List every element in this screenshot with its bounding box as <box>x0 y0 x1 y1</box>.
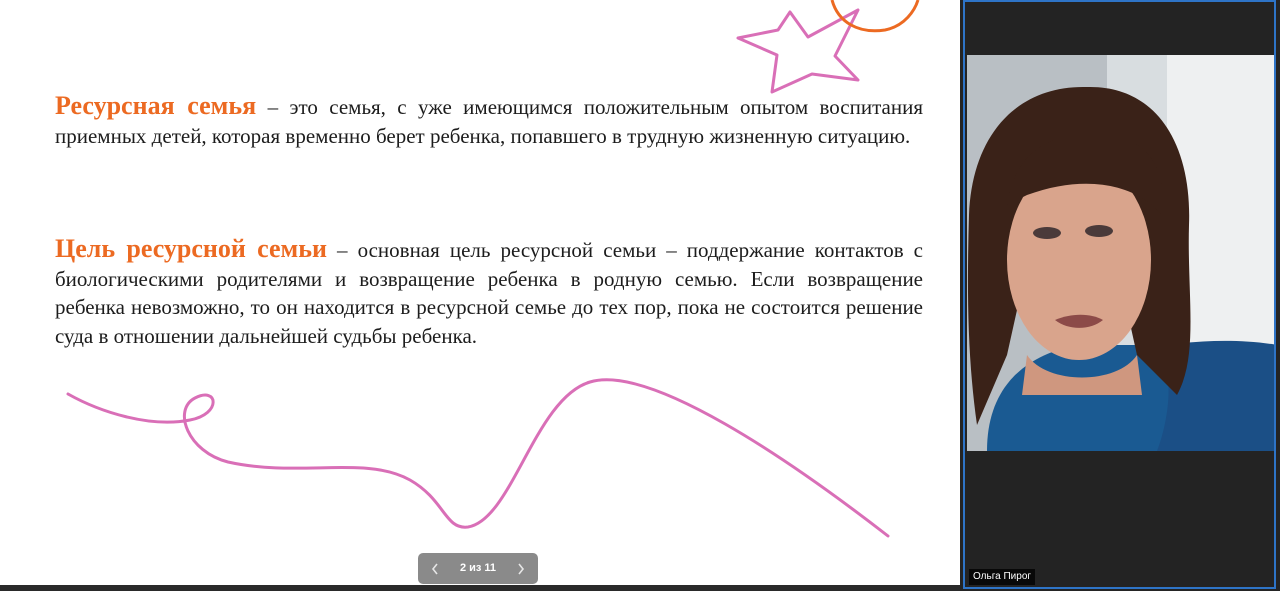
slide-counter: 2 из 11 <box>459 562 497 574</box>
chevron-right-icon <box>516 562 526 576</box>
slide-pager <box>418 553 538 584</box>
goal-text: – основная цель ресурсной семьи – поддержание контактов с биологическими родителями и возвращение ребенка в родную семью. Если возвращение ребенка невозможно, то он находится в ресурсной семье до тех пор, пока не состоится решение суда в отношении дальнейшей судьбы ребенка. <box>55 238 923 348</box>
bottom-strip <box>0 585 960 591</box>
participant-video-feed <box>967 55 1276 451</box>
term-resource-family: Ресурсная семья <box>55 91 257 120</box>
decorative-wave-line <box>68 380 888 536</box>
definition-text: – это семья, с уже имеющимся положительным опытом воспитания приемных детей, которая временно берет ребенка, попавшего в трудную жизненную ситуацию. <box>55 95 923 148</box>
chevron-left-icon <box>430 562 440 576</box>
term-goal: Цель ресурсной семьи <box>55 234 327 263</box>
participant-name-label: Ольга Пирог <box>969 569 1035 585</box>
goal-paragraph <box>55 235 923 350</box>
next-slide-button[interactable] <box>506 553 536 584</box>
participant-video-tile[interactable] <box>963 0 1276 589</box>
prev-slide-button[interactable] <box>420 553 450 584</box>
definition-paragraph <box>55 92 923 150</box>
decorative-star-icon <box>738 10 858 92</box>
